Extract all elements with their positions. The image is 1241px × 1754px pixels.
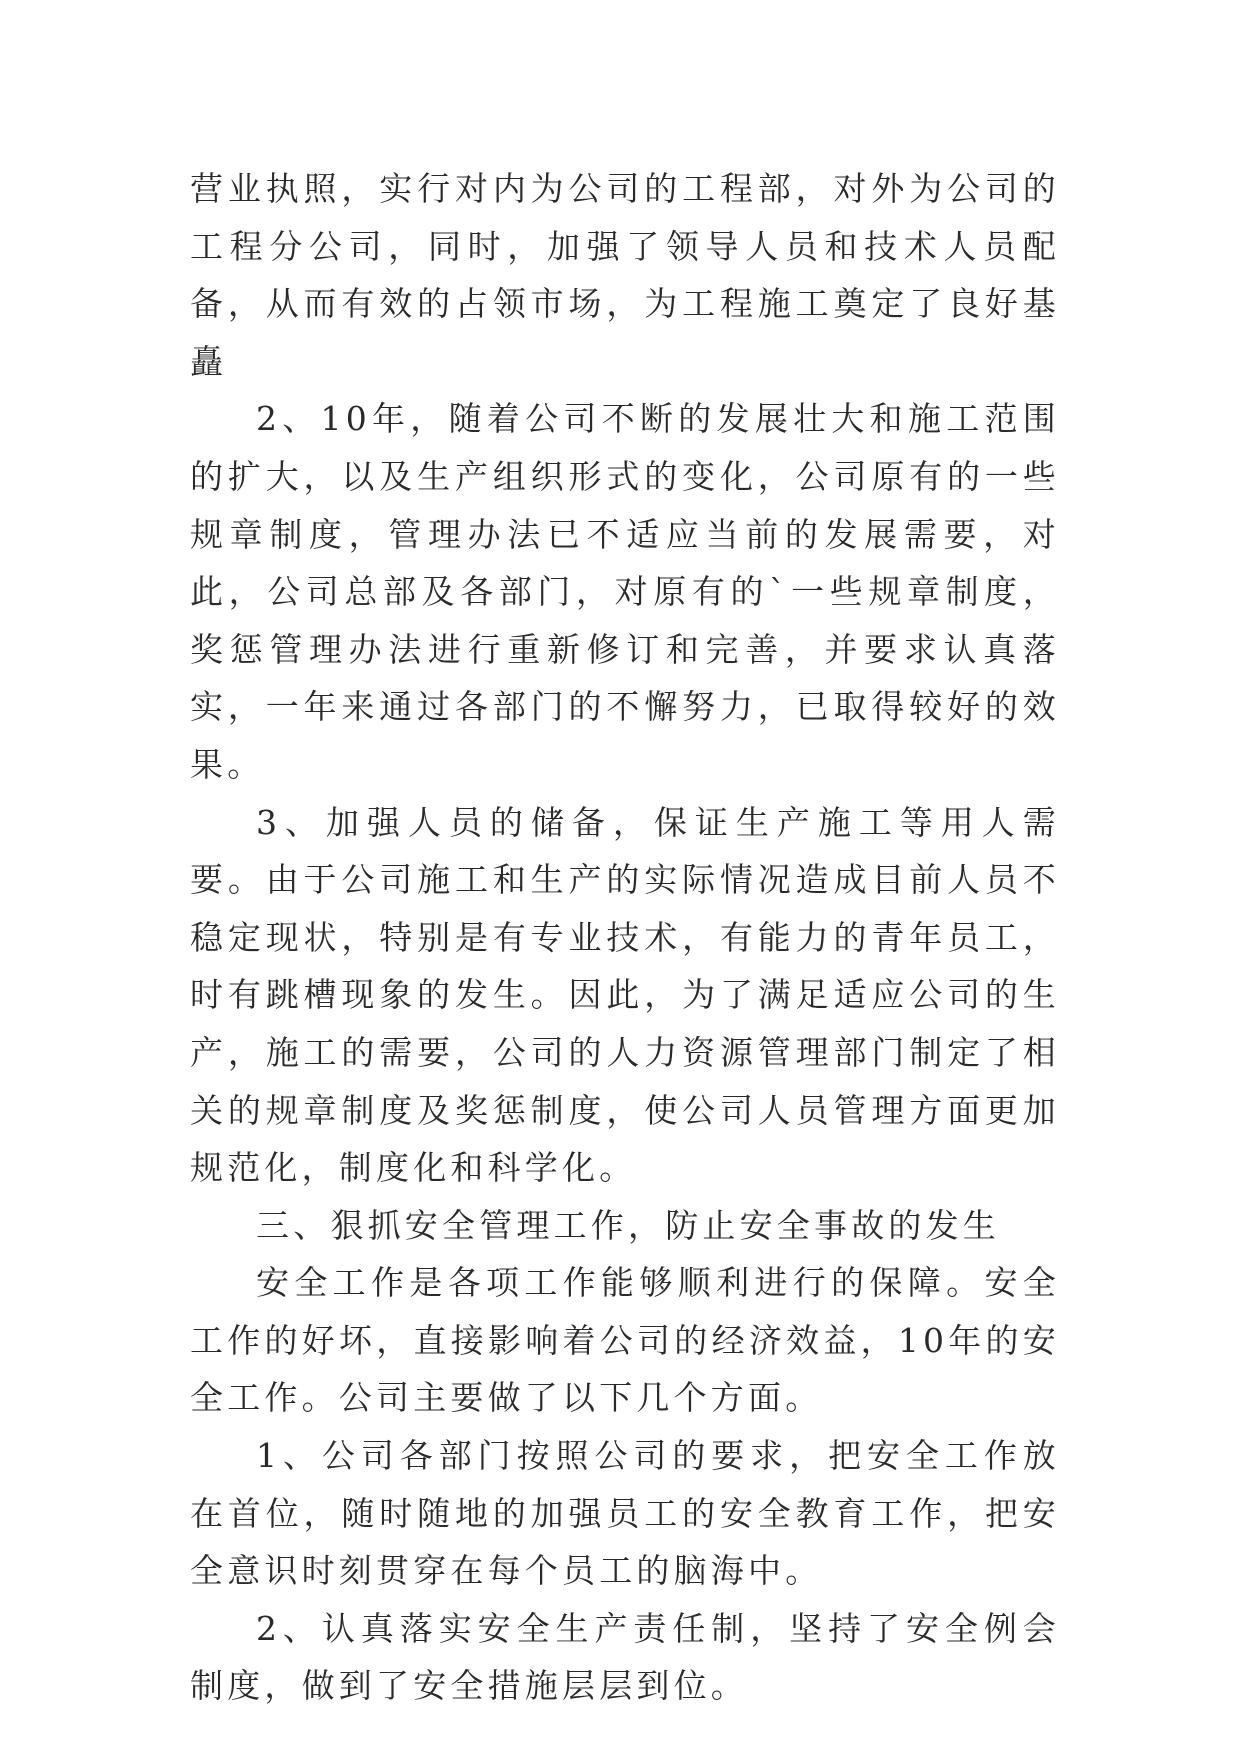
section-heading-safety: 三、狠抓安全管理工作，防止安全事故的发生 bbox=[256, 1205, 1000, 1245]
paragraph-continuation: 营业执照，实行对内为公司的工程部，对外为公司的工程分公司，同时，加强了领导人员和技术人员配备，从而有效的占领市场，为工程施工奠定了良好基矗 bbox=[190, 169, 1060, 381]
paragraph-safety-1: 1、公司各部门按照公司的要求，把安全工作放在首位，随时随地的加强员工的安全教育工作，把安全意识时刻贯穿在每个员工的脑海中。 bbox=[190, 1436, 1060, 1591]
document-body bbox=[190, 160, 1060, 1715]
paragraph-safety-2: 2、认真落实安全生产责任制，坚持了安全例会制度，做到了安全措施层层到位。 bbox=[190, 1608, 1060, 1706]
paragraph-item-3: 3、加强人员的储备，保证生产施工等用人需要。由于公司施工和生产的实际情况造成目前人员不稳定现状，特别是有专业技术，有能力的青年员工，时有跳槽现象的发生。因此，为了满足适应公司的生产，施工的需要，公司的人力资源管理部门制定了相关的规章制度及奖惩制度，使公司人员管理方面更加规范化，制度化和科学化。 bbox=[190, 802, 1060, 1188]
paragraph-item-2: 2、10年，随着公司不断的发展壮大和施工范围的扩大，以及生产组织形式的变化，公司原有的一些规章制度，管理办法已不适应当前的发展需要，对此，公司总部及各部门，对原有的`一些规章制度，奖惩管理办法进行重新修订和完善，并要求认真落实，一年来通过各部门的不懈努力，已取得较好的效果。 bbox=[190, 399, 1060, 784]
paragraph-safety-intro: 安全工作是各项工作能够顺利进行的保障。安全工作的好坏，直接影响着公司的经济效益，10年的安全工作。公司主要做了以下几个方面。 bbox=[190, 1263, 1060, 1418]
